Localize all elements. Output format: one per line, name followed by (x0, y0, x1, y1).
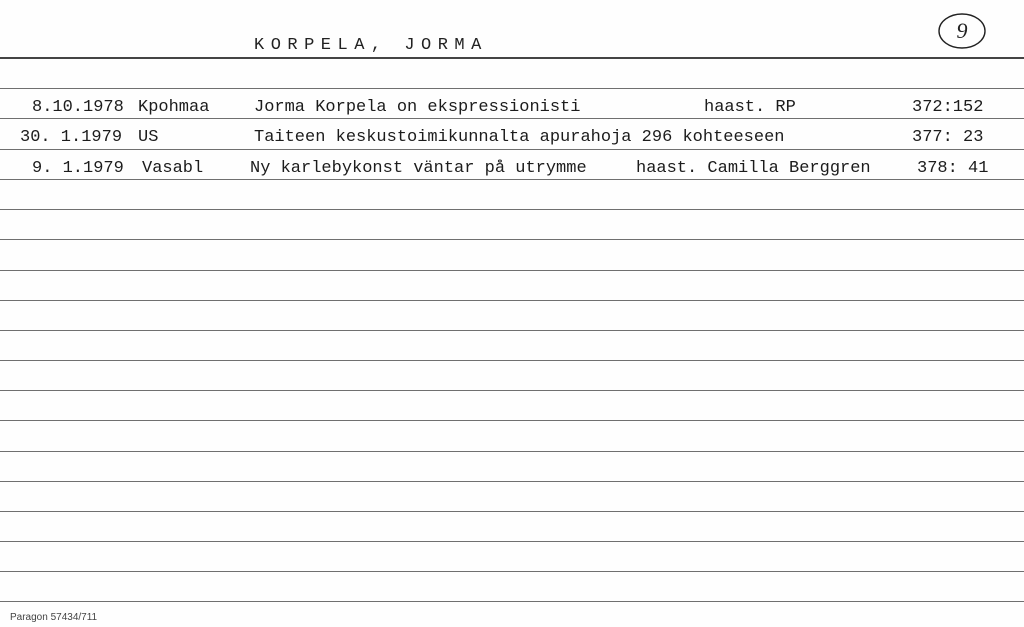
entry-interviewer: haast. RP (704, 98, 796, 117)
entry-headline: Jorma Korpela on ekspressionisti (254, 98, 581, 117)
entry-date: 9. 1.1979 (32, 159, 124, 178)
entry-row (0, 128, 1024, 150)
page-number-circle (937, 12, 987, 50)
rule-line (0, 601, 1024, 602)
entry-source: US (138, 128, 159, 147)
entry-headline: Ny karlebykonst väntar på utrymme (250, 159, 587, 178)
rule-line (0, 360, 1024, 361)
entry-headline: Taiteen keskustoimikunnalta apurahoja 296 kohteeseen (254, 128, 785, 147)
rule-line (0, 88, 1024, 89)
entry-row (0, 159, 1024, 181)
rule-line (0, 330, 1024, 331)
entry-date: 8.10.1978 (32, 98, 124, 117)
card-title: KORPELA, JORMA (254, 36, 488, 55)
entry-row (0, 98, 1024, 120)
rule-line (0, 57, 1024, 59)
rule-line (0, 511, 1024, 512)
rule-line (0, 270, 1024, 271)
entry-date: 30. 1.1979 (20, 128, 123, 147)
circle-mark-icon (937, 12, 987, 50)
entry-source: Vasabl (142, 159, 204, 178)
entry-reference: 378: 41 (917, 159, 989, 178)
rule-line (0, 571, 1024, 572)
rule-line (0, 451, 1024, 452)
entry-reference: 372:152 (912, 98, 984, 117)
rule-line (0, 481, 1024, 482)
rule-line (0, 420, 1024, 421)
entry-source: Kpohmaa (138, 98, 210, 117)
rule-line (0, 390, 1024, 391)
entry-reference: 377: 23 (912, 128, 984, 147)
page-number: 9 (956, 18, 968, 43)
entry-interviewer: haast. Camilla Berggren (636, 159, 871, 178)
rule-line (0, 239, 1024, 240)
rule-line (0, 300, 1024, 301)
printer-imprint: Paragon 57434/711 (10, 612, 98, 623)
rule-line (0, 209, 1024, 210)
rule-line (0, 541, 1024, 542)
